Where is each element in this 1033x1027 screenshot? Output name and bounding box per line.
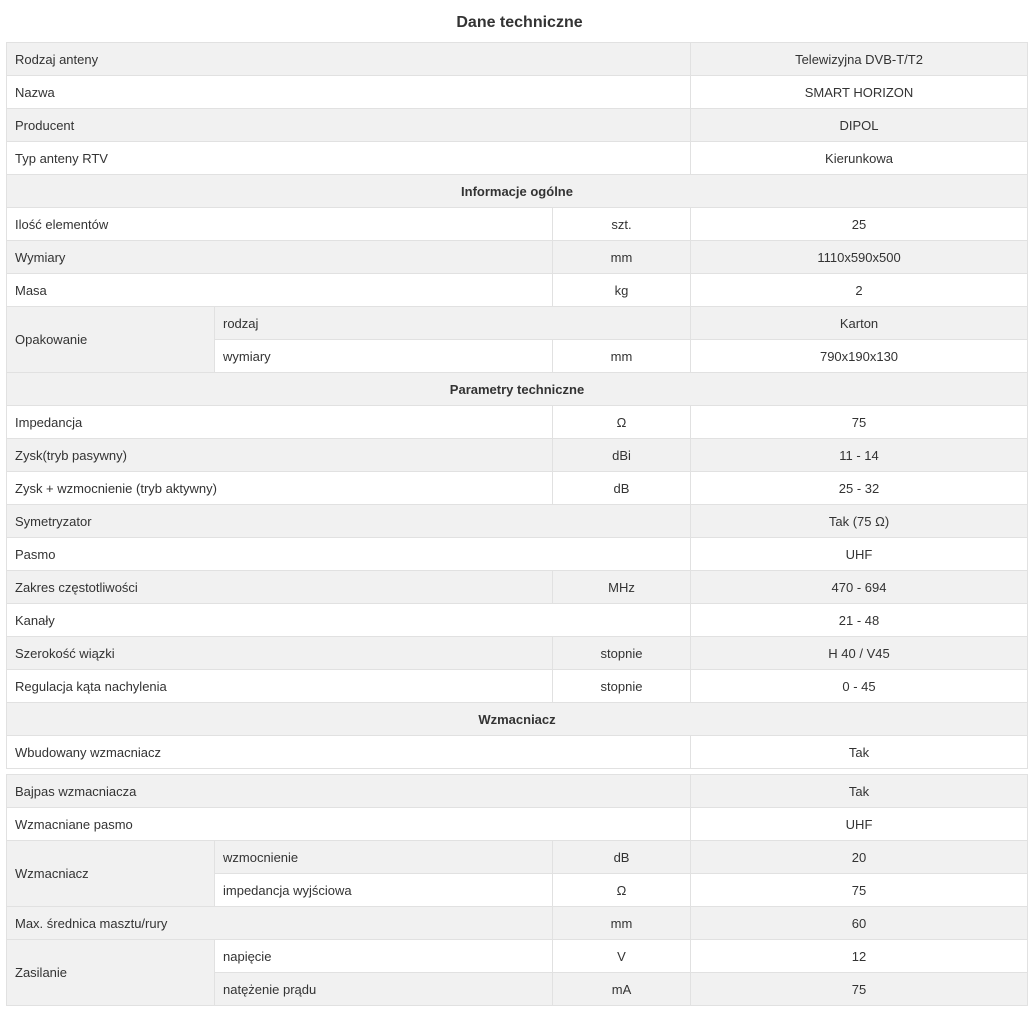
row-sublabel: impedancja wyjściowa [215,874,553,907]
row-unit: mA [553,973,691,1006]
row-value: 0 - 45 [691,670,1028,703]
row-unit: mm [553,241,691,274]
row-value: Karton [691,307,1028,340]
row-sublabel: natężenie prądu [215,973,553,1006]
row-unit: kg [553,274,691,307]
table-row [7,76,1028,109]
section-header-row [7,373,1028,406]
row-label: Zysk(tryb pasywny) [7,439,553,472]
row-value: SMART HORIZON [691,76,1028,109]
row-label: Ilość elementów [7,208,553,241]
row-unit: MHz [553,571,691,604]
row-label: Bajpas wzmacniacza [7,775,691,808]
row-label: Szerokość wiązki [7,637,553,670]
row-group-label: Wzmacniacz [7,841,215,907]
table-row [7,307,1028,340]
row-unit: mm [553,907,691,940]
row-value: 2 [691,274,1028,307]
table-row [7,736,1028,769]
table-row [7,670,1028,703]
section-header-row [7,703,1028,736]
row-label: Typ anteny RTV [7,142,691,175]
row-value: 11 - 14 [691,439,1028,472]
section-title-params: Parametry techniczne [7,373,1028,406]
table-row [7,604,1028,637]
row-label: Zakres częstotliwości [7,571,553,604]
row-value: 12 [691,940,1028,973]
row-value: 25 [691,208,1028,241]
spec-table [6,42,1028,769]
row-value: 60 [691,907,1028,940]
row-value: UHF [691,538,1028,571]
row-value: 75 [691,406,1028,439]
table-row [7,808,1028,841]
row-unit: dB [553,472,691,505]
row-unit: Ω [553,406,691,439]
row-value: 470 - 694 [691,571,1028,604]
section-header-row [7,175,1028,208]
row-label: Symetryzator [7,505,691,538]
table-row [7,637,1028,670]
table-row [7,907,1028,940]
row-label: Impedancja [7,406,553,439]
row-label: Kanały [7,604,691,637]
row-value: DIPOL [691,109,1028,142]
row-value: 25 - 32 [691,472,1028,505]
table-row [7,538,1028,571]
row-value: Tak [691,736,1028,769]
row-value: UHF [691,808,1028,841]
row-value: H 40 / V45 [691,637,1028,670]
table-row [7,241,1028,274]
row-label: Wzmacniane pasmo [7,808,691,841]
row-value: 1110x590x500 [691,241,1028,274]
row-unit: dBi [553,439,691,472]
row-label: Producent [7,109,691,142]
table-row [7,406,1028,439]
row-value: 790x190x130 [691,340,1028,373]
row-value: 20 [691,841,1028,874]
row-unit: V [553,940,691,973]
row-label: Masa [7,274,553,307]
row-label: Wbudowany wzmacniacz [7,736,691,769]
row-unit: stopnie [553,670,691,703]
row-sublabel: wzmocnienie [215,841,553,874]
row-unit: Ω [553,874,691,907]
row-value: Tak (75 Ω) [691,505,1028,538]
table-row [7,274,1028,307]
table-row [7,109,1028,142]
row-unit: mm [553,340,691,373]
row-value: Telewizyjna DVB-T/T2 [691,43,1028,76]
row-sublabel: wymiary [215,340,553,373]
row-value: 21 - 48 [691,604,1028,637]
row-unit: dB [553,841,691,874]
table-row [7,43,1028,76]
page-title: Dane techniczne [456,14,583,31]
row-label: Wymiary [7,241,553,274]
row-unit: szt. [553,208,691,241]
row-value: 75 [691,973,1028,1006]
row-value: Kierunkowa [691,142,1028,175]
table-row [7,142,1028,175]
row-group-label: Zasilanie [7,940,215,1006]
row-value: Tak [691,775,1028,808]
row-sublabel: rodzaj [215,307,691,340]
table-row [7,571,1028,604]
row-sublabel: napięcie [215,940,553,973]
table-row [7,439,1028,472]
spec-table-continued [6,774,1028,1006]
table-row [7,472,1028,505]
row-value: 75 [691,874,1028,907]
row-label: Regulacja kąta nachylenia [7,670,553,703]
table-row [7,775,1028,808]
row-label: Zysk + wzmocnienie (tryb aktywny) [7,472,553,505]
section-title-general: Informacje ogólne [7,175,1028,208]
table-row [7,208,1028,241]
row-group-label: Opakowanie [7,307,215,373]
row-label: Max. średnica masztu/rury [7,907,553,940]
row-label: Nazwa [7,76,691,109]
table-row [7,940,1028,973]
section-title-amplifier: Wzmacniacz [7,703,1028,736]
row-label: Pasmo [7,538,691,571]
table-row [7,505,1028,538]
table-row [7,841,1028,874]
row-unit: stopnie [553,637,691,670]
row-label: Rodzaj anteny [7,43,691,76]
